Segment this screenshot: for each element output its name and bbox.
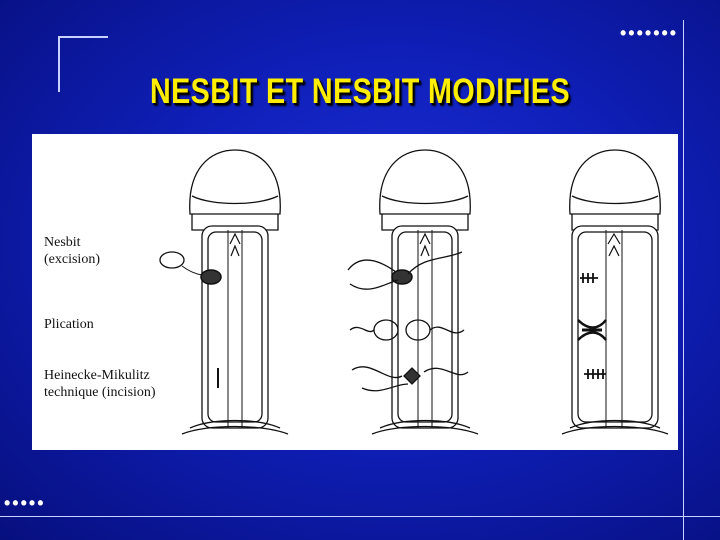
label-heinecke-mikulitz bbox=[44, 367, 156, 401]
decorative-dots-top: ••••••• bbox=[620, 23, 679, 43]
label-nesbit bbox=[44, 234, 100, 268]
label-nesbit-title: Nesbit bbox=[44, 235, 81, 250]
label-nesbit-sub: (excision) bbox=[44, 252, 100, 267]
decorative-dots-bottom: ••••• bbox=[4, 493, 46, 513]
technique-drawings bbox=[32, 134, 678, 450]
penis-diagram-sutured bbox=[562, 150, 668, 434]
label-hm-title: Heinecke-Mikulitz bbox=[44, 368, 150, 383]
surgical-illustration bbox=[32, 134, 678, 450]
label-hm-sub: technique (incision) bbox=[44, 385, 156, 400]
label-plication: Plication bbox=[44, 317, 94, 332]
penis-diagram-nesbit bbox=[160, 150, 288, 434]
penis-diagram-plication bbox=[348, 150, 478, 434]
vertical-rule bbox=[683, 20, 684, 540]
slide-title: NESBIT ET NESBIT MODIFIES bbox=[149, 72, 571, 111]
horizontal-rule bbox=[0, 516, 720, 517]
